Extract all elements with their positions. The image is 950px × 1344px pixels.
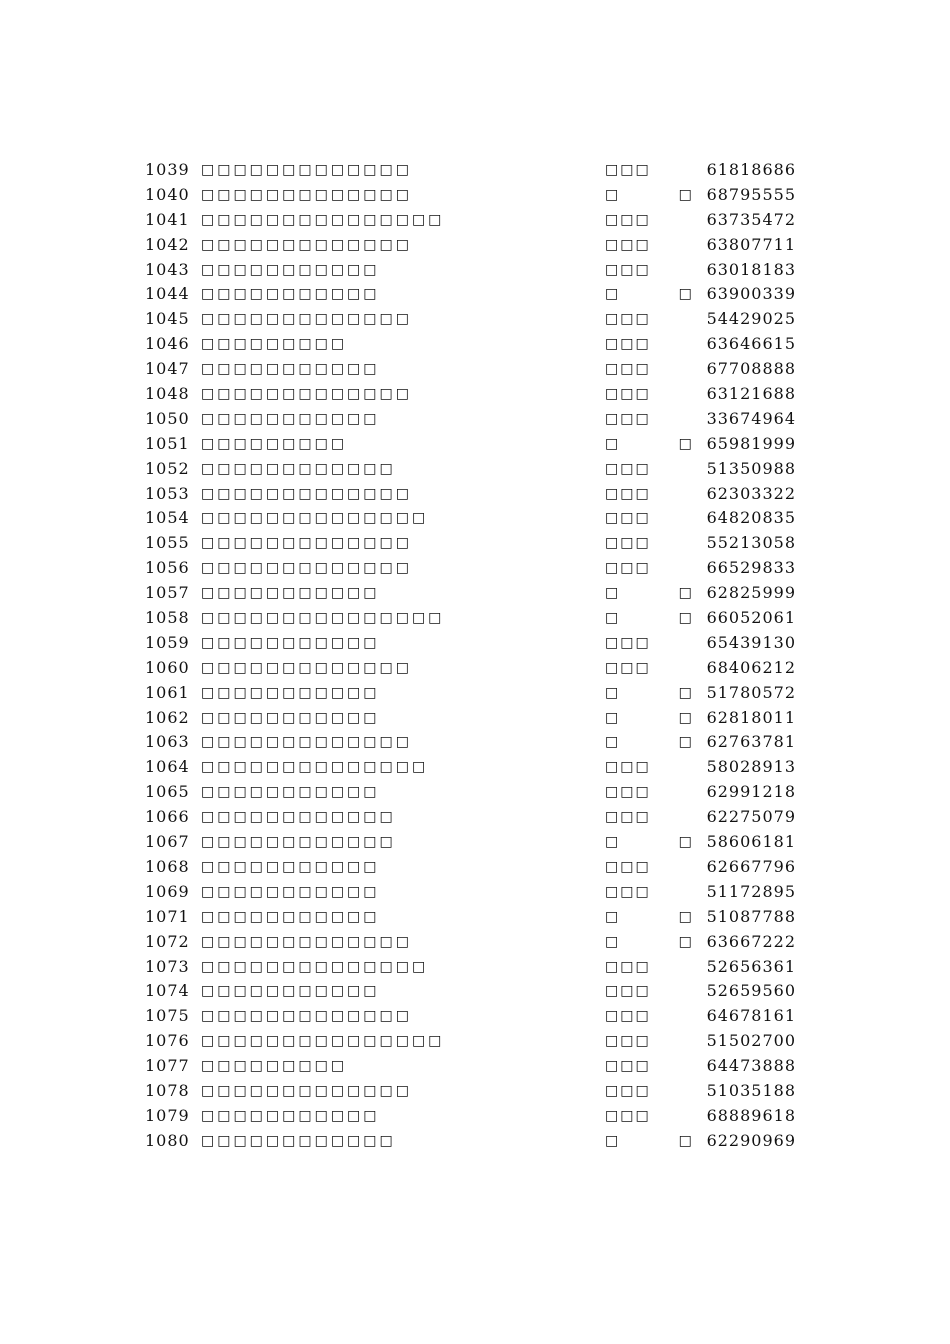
- row-phone: 52656361: [706, 956, 796, 976]
- row-phone: 64473888: [706, 1056, 796, 1076]
- row-number: 1042: [145, 234, 190, 254]
- table-row: [0, 531, 950, 556]
- row-number: 1057: [145, 583, 190, 603]
- row-name: □□□□□□□□□□□□□: [201, 236, 412, 253]
- table-row: [0, 233, 950, 258]
- directory-table: [0, 158, 950, 1154]
- row-name: □□□□□□□□□□□□□□□: [201, 211, 445, 228]
- row-name: □□□□□□□□□□□□□□: [201, 510, 429, 527]
- row-number: 1058: [145, 608, 190, 628]
- row-name: □□□□□□□□□□□□: [201, 460, 396, 477]
- row-contact: □□□: [605, 535, 651, 552]
- row-number: 1039: [145, 160, 190, 179]
- row-phone: 67708888: [706, 359, 796, 379]
- table-row: [0, 880, 950, 905]
- row-number: 1074: [145, 981, 190, 1001]
- row-phone: 51087788: [706, 906, 796, 926]
- row-name: □□□□□□□□□□□□□: [201, 386, 412, 403]
- row-contact: □□□: [605, 336, 651, 353]
- row-name: □□□□□□□□□□□□□: [201, 485, 412, 502]
- row-number: 1055: [145, 533, 190, 553]
- row-number: 1065: [145, 782, 190, 802]
- row-number: 1080: [145, 1130, 190, 1150]
- row-phone: 63900339: [706, 284, 796, 304]
- row-contact: □□□: [605, 560, 651, 577]
- row-number: 1046: [145, 334, 190, 354]
- row-contact: □ □: [605, 908, 720, 925]
- table-row: [0, 780, 950, 805]
- row-phone: 66052061: [706, 608, 796, 628]
- row-name: □□□□□□□□□□□□□□□: [201, 1033, 445, 1050]
- row-name: □□□□□□□□□□□□□: [201, 311, 412, 328]
- row-name: □□□□□□□□□□□: [201, 858, 380, 875]
- row-number: 1056: [145, 558, 190, 578]
- row-number: 1071: [145, 906, 190, 926]
- table-row: [0, 407, 950, 432]
- row-name: □□□□□□□□□□□□□: [201, 659, 412, 676]
- row-phone: 62991218: [706, 782, 796, 802]
- row-contact: □□□: [605, 510, 651, 527]
- row-phone: 62667796: [706, 856, 796, 876]
- row-phone: 64820835: [706, 508, 796, 528]
- row-name: □□□□□□□□□□□□□□: [201, 958, 429, 975]
- row-contact: □□□: [605, 1058, 651, 1075]
- row-name: □□□□□□□□□□□: [201, 883, 380, 900]
- row-phone: 68889618: [706, 1105, 796, 1125]
- row-contact: □ □: [605, 585, 720, 602]
- row-name: □□□□□□□□□□□: [201, 286, 380, 303]
- table-row: [0, 905, 950, 930]
- row-name: □□□□□□□□□: [201, 336, 348, 353]
- table-row: [0, 681, 950, 706]
- row-name: □□□□□□□□□□□: [201, 983, 380, 1000]
- row-phone: 51502700: [706, 1031, 796, 1051]
- row-name: □□□□□□□□□□□: [201, 709, 380, 726]
- table-row: [0, 581, 950, 606]
- row-contact: □□□: [605, 311, 651, 328]
- table-row: [0, 730, 950, 755]
- row-phone: 51780572: [706, 682, 796, 702]
- row-name: □□□□□□□□□□□□□: [201, 933, 412, 950]
- row-number: 1050: [145, 408, 190, 428]
- table-row: [0, 457, 950, 482]
- row-number: 1078: [145, 1080, 190, 1100]
- table-row: [0, 208, 950, 233]
- row-phone: 62825999: [706, 583, 796, 603]
- row-contact: □□□: [605, 883, 651, 900]
- row-number: 1054: [145, 508, 190, 528]
- table-row: [0, 706, 950, 731]
- row-number: 1053: [145, 483, 190, 503]
- row-contact: □□□: [605, 809, 651, 826]
- row-contact: □□□: [605, 958, 651, 975]
- row-contact: □□□: [605, 211, 651, 228]
- row-name: □□□□□□□□□□□: [201, 784, 380, 801]
- table-row: [0, 482, 950, 507]
- row-contact: □□□: [605, 236, 651, 253]
- row-name: □□□□□□□□□□□: [201, 908, 380, 925]
- row-name: □□□□□□□□□□□□□: [201, 1008, 412, 1025]
- row-contact: □ □: [605, 684, 720, 701]
- row-number: 1067: [145, 832, 190, 852]
- row-name: □□□□□□□□□□□: [201, 684, 380, 701]
- row-contact: □□□: [605, 858, 651, 875]
- row-phone: 62763781: [706, 732, 796, 752]
- row-number: 1076: [145, 1031, 190, 1051]
- row-name: □□□□□□□□□: [201, 1058, 348, 1075]
- row-phone: 62303322: [706, 483, 796, 503]
- row-number: 1043: [145, 259, 190, 279]
- row-number: 1045: [145, 309, 190, 329]
- table-row: [0, 955, 950, 980]
- table-row: [0, 1129, 950, 1154]
- row-phone: 51172895: [706, 881, 796, 901]
- row-number: 1063: [145, 732, 190, 752]
- row-contact: □□□: [605, 361, 651, 378]
- row-name: □□□□□□□□□□□: [201, 410, 380, 427]
- row-contact: □□□: [605, 261, 651, 278]
- row-name: □□□□□□□□□□□: [201, 261, 380, 278]
- row-phone: 62275079: [706, 807, 796, 827]
- table-row: [0, 755, 950, 780]
- table-row: [0, 656, 950, 681]
- table-row: [0, 282, 950, 307]
- table-row: [0, 258, 950, 283]
- row-phone: 63121688: [706, 384, 796, 404]
- row-phone: 51035188: [706, 1080, 796, 1100]
- row-phone: 51350988: [706, 458, 796, 478]
- row-number: 1079: [145, 1105, 190, 1125]
- table-row: [0, 855, 950, 880]
- table-row: [0, 1054, 950, 1079]
- row-number: 1059: [145, 632, 190, 652]
- row-contact: □ □: [605, 186, 720, 203]
- row-number: 1047: [145, 359, 190, 379]
- row-phone: 52659560: [706, 981, 796, 1001]
- table-row: [0, 382, 950, 407]
- row-number: 1051: [145, 433, 190, 453]
- row-phone: 61818686: [706, 160, 796, 179]
- row-phone: 65981999: [706, 433, 796, 453]
- row-number: 1044: [145, 284, 190, 304]
- table-row: [0, 357, 950, 382]
- row-contact: □ □: [605, 435, 720, 452]
- row-phone: 55213058: [706, 533, 796, 553]
- row-name: □□□□□□□□□□□□: [201, 1132, 396, 1149]
- row-contact: □ □: [605, 709, 720, 726]
- row-phone: 62818011: [706, 707, 796, 727]
- table-row: [0, 631, 950, 656]
- row-phone: 58606181: [706, 832, 796, 852]
- row-name: □□□□□□□□□: [201, 435, 348, 452]
- row-number: 1073: [145, 956, 190, 976]
- row-contact: □□□: [605, 983, 651, 1000]
- table-row: [0, 979, 950, 1004]
- row-number: 1069: [145, 881, 190, 901]
- row-name: □□□□□□□□□□□□: [201, 809, 396, 826]
- row-contact: □□□: [605, 634, 651, 651]
- row-number: 1068: [145, 856, 190, 876]
- table-row: [0, 830, 950, 855]
- row-contact: □□□: [605, 386, 651, 403]
- table-row: [0, 158, 950, 183]
- row-phone: 63018183: [706, 259, 796, 279]
- row-name: □□□□□□□□□□□□□: [201, 535, 412, 552]
- row-phone: 54429025: [706, 309, 796, 329]
- row-name: □□□□□□□□□□□□□: [201, 186, 412, 203]
- row-contact: □□□: [605, 410, 651, 427]
- row-number: 1064: [145, 757, 190, 777]
- row-phone: 63735472: [706, 209, 796, 229]
- row-name: □□□□□□□□□□□: [201, 634, 380, 651]
- row-contact: □ □: [605, 933, 720, 950]
- row-name: □□□□□□□□□□□□□: [201, 1082, 412, 1099]
- table-row: [0, 506, 950, 531]
- row-name: □□□□□□□□□□□□□: [201, 560, 412, 577]
- row-number: 1066: [145, 807, 190, 827]
- row-contact: □□□: [605, 784, 651, 801]
- row-phone: 58028913: [706, 757, 796, 777]
- row-name: □□□□□□□□□□□: [201, 585, 380, 602]
- row-contact: □□□: [605, 460, 651, 477]
- row-contact: □ □: [605, 734, 720, 751]
- table-row: [0, 183, 950, 208]
- row-contact: □□□: [605, 1008, 651, 1025]
- row-phone: 65439130: [706, 632, 796, 652]
- table-row: [0, 1004, 950, 1029]
- row-phone: 68406212: [706, 657, 796, 677]
- row-contact: □ □: [605, 834, 720, 851]
- row-phone: 62290969: [706, 1130, 796, 1150]
- row-number: 1041: [145, 209, 190, 229]
- row-phone: 33674964: [706, 408, 796, 428]
- row-number: 1062: [145, 707, 190, 727]
- row-name: □□□□□□□□□□□□□: [201, 734, 412, 751]
- row-number: 1040: [145, 184, 190, 204]
- row-number: 1048: [145, 384, 190, 404]
- row-contact: □ □: [605, 610, 720, 627]
- table-row: [0, 1104, 950, 1129]
- row-number: 1052: [145, 458, 190, 478]
- row-contact: □□□: [605, 1107, 651, 1124]
- table-row: [0, 1029, 950, 1054]
- row-name: □□□□□□□□□□□□□□: [201, 759, 429, 776]
- row-number: 1060: [145, 657, 190, 677]
- row-name: □□□□□□□□□□□: [201, 361, 380, 378]
- table-row: [0, 332, 950, 357]
- row-contact: □□□: [605, 659, 651, 676]
- table-row: [0, 930, 950, 955]
- row-contact: □□□: [605, 759, 651, 776]
- row-contact: □□□: [605, 485, 651, 502]
- row-contact: □ □: [605, 1132, 720, 1149]
- table-row: [0, 432, 950, 457]
- row-phone: 66529833: [706, 558, 796, 578]
- row-name: □□□□□□□□□□□□: [201, 834, 396, 851]
- row-name: □□□□□□□□□□□□□: [201, 162, 412, 178]
- row-number: 1072: [145, 931, 190, 951]
- table-row: [0, 307, 950, 332]
- row-phone: 68795555: [706, 184, 796, 204]
- row-contact: □□□: [605, 1082, 651, 1099]
- row-number: 1077: [145, 1056, 190, 1076]
- row-name: □□□□□□□□□□□: [201, 1107, 380, 1124]
- row-contact: □ □: [605, 286, 720, 303]
- row-number: 1075: [145, 1006, 190, 1026]
- row-number: 1061: [145, 682, 190, 702]
- table-row: [0, 606, 950, 631]
- row-name: □□□□□□□□□□□□□□□: [201, 610, 445, 627]
- row-phone: 63667222: [706, 931, 796, 951]
- table-row: [0, 805, 950, 830]
- table-row: [0, 1079, 950, 1104]
- row-phone: 63646615: [706, 334, 796, 354]
- table-row: [0, 556, 950, 581]
- row-contact: □□□: [605, 162, 651, 178]
- row-phone: 64678161: [706, 1006, 796, 1026]
- row-phone: 63807711: [706, 234, 796, 254]
- row-contact: □□□: [605, 1033, 651, 1050]
